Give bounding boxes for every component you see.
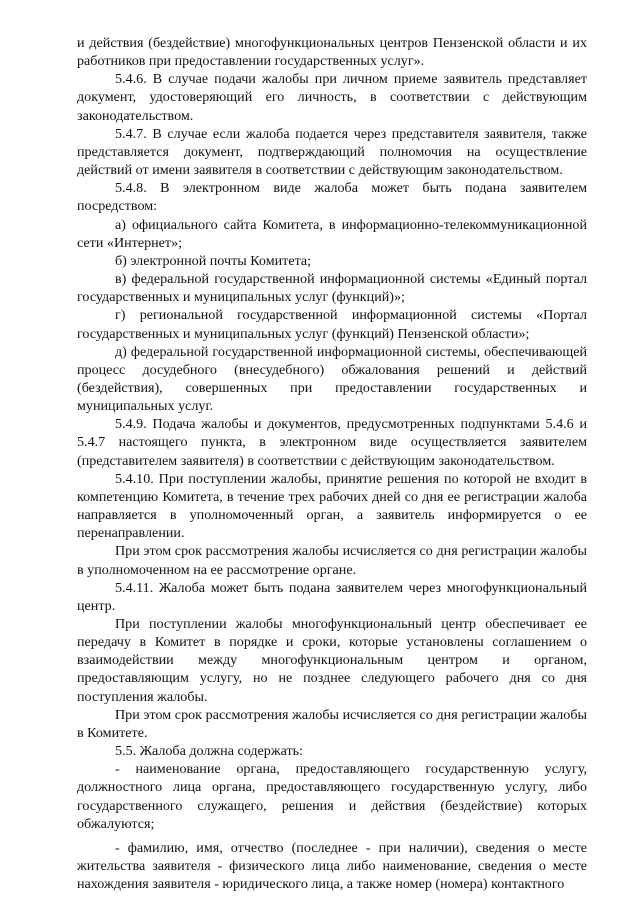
paragraph-5-4-7: 5.4.7. В случае если жалоба подается через представителя заявителя, также представляется документ, подтверждающий полномочия на осуществление действий от имени заявителя в соответствии с действующим законодательством. (77, 125, 587, 179)
list-item-d: д) федеральной государственной информационной системы, обеспечивающей процесс досудебного (внесудебного) обжалования решений и действий (бездействия), совершенных при предоставлении государственных и муниципальных услуг. (77, 343, 587, 415)
list-item-b: б) электронной почты Комитета; (115, 252, 312, 269)
paragraph-term-note-1: При этом срок рассмотрения жалобы исчисляется со дня регистрации жалобы в уполномоченном на ее рассмотрение органе. (77, 543, 587, 578)
paragraph-term-note-2: При этом срок рассмотрения жалобы исчисляется со дня регистрации жалобы в Комитете. (77, 706, 587, 741)
paragraph-5-4-10: 5.4.10. При поступлении жалобы, принятие решения по которой не входит в компетенцию Комитета, в течение трех рабочих дней со дня ее регистрации жалоба направляется в уполномоченный орган, а заявитель информируется о ее перенаправлении. (77, 470, 587, 542)
paragraph-1: и действия (бездействие) многофункциональных центров Пензенской области и их работников при предоставлении государственных услуг». (77, 35, 587, 70)
paragraph-5-4-6: 5.4.6. В случае подачи жалобы при личном приеме заявитель представляет документ, удостоверяющий его личность, в соответствии с действующим законодательством. (77, 71, 587, 124)
paragraph-5-5: 5.5. Жалоба должна содержать: (115, 743, 303, 760)
paragraph-5-4-11: 5.4.11. Жалоба может быть подана заявителем через многофункциональный центр. (77, 579, 587, 614)
document-page (0, 34, 640, 893)
list-item-v: в) федеральной государственной информационной системы «Единый портал государственных и муниципальных услуг (функций)»; (77, 271, 587, 306)
dash-item-applicant: - фамилию, имя, отчество (последнее - при наличии), сведения о месте жительства заявителя - физического лица либо наименование, сведения о месте нахождения заявителя - юридического лица, а также номер (номера) контактного (77, 839, 587, 893)
paragraph-5-4-9: 5.4.9. Подача жалобы и документов, предусмотренных подпунктами 5.4.6 и 5.4.7 настоящего пункта, в электронном виде осуществляется заявителем (представителем заявителя) в соответствии с действующим законодательством. (77, 416, 587, 469)
list-item-g: г) региональной государственной информационной системы «Портал государственных и муниципальных услуг (функций) Пензенской области»; (77, 307, 587, 342)
list-item-a: а) официального сайта Комитета, в информационно-телекоммуникационной сети «Интернет»; (77, 216, 587, 251)
paragraph-5-4-8: 5.4.8. В электронном виде жалоба может быть подана заявителем посредством: (77, 180, 587, 215)
paragraph-mfc-transfer: При поступлении жалобы многофункциональный центр обеспечивает ее передачу в Комитет в порядке и сроки, которые установлены соглашением о взаимодействии между многофункциональным центром и органом, предоставляющим услугу, но не позднее следующего рабочего дня со дня поступления жалобы. (77, 616, 587, 705)
dash-item-authority: - наименование органа, предоставляющего государственную услугу, должностного лица органа, предоставляющего государственную услугу, либо государственного служащего, решения и действия (бездействие) которых обжалуются; (77, 761, 587, 832)
